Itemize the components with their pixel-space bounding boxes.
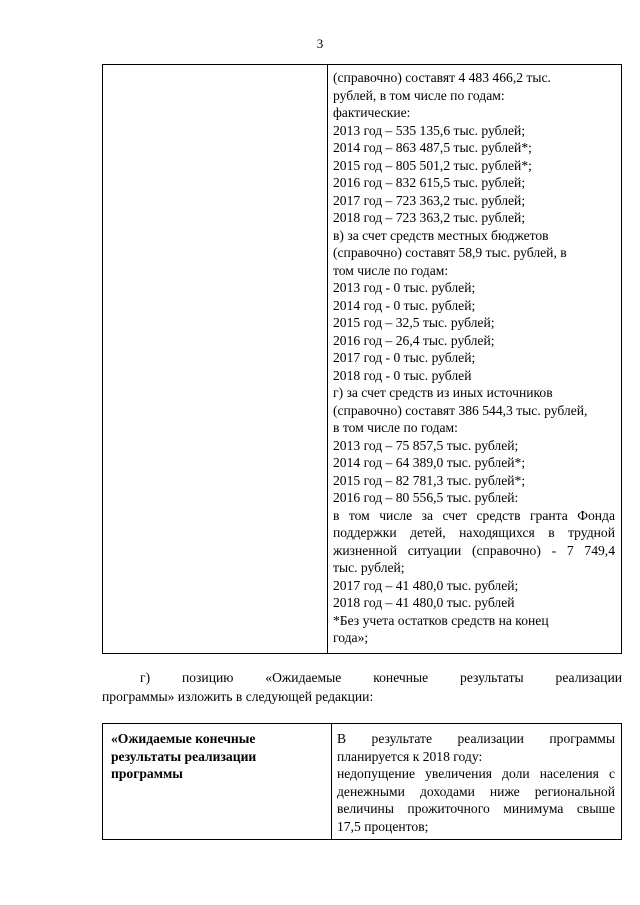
funding-text-line: 2013 год – 535 135,6 тыс. рублей; xyxy=(333,122,526,138)
amendment-paragraph-line-1: г) позицию «Ожидаемые конечные результаты реализации xyxy=(140,670,622,685)
funding-text-line: жизненной ситуации (справочно) - 7 749,4 xyxy=(333,542,615,558)
results-heading-line: «Ожидаемые конечные xyxy=(111,731,256,746)
funding-text-line: тыс. рублей; xyxy=(333,560,405,575)
results-text-line: недопущение увеличения доли населения с xyxy=(337,766,615,781)
page-number: 3 xyxy=(316,36,324,51)
funding-text-line: 2013 год - 0 тыс. рублей; xyxy=(333,280,476,295)
funding-table-left-cell xyxy=(103,65,328,654)
expected-results-heading-cell xyxy=(103,724,332,840)
expected-results-table xyxy=(102,723,622,840)
funding-text-line: года»; xyxy=(333,630,369,645)
funding-text-line: в том числе за счет средств гранта Фонда xyxy=(333,507,615,523)
funding-table xyxy=(102,64,622,654)
funding-text-line: (справочно) составят 4 483 466,2 тыс. xyxy=(333,70,551,85)
funding-text-line: 2013 год – 75 857,5 тыс. рублей; xyxy=(333,437,519,453)
funding-text-line: 2015 год – 805 501,2 тыс. рублей*; xyxy=(333,157,532,173)
funding-text-line: 2018 год – 41 480,0 тыс. рублей xyxy=(333,595,515,610)
funding-text-line: 2014 год – 64 389,0 тыс. рублей*; xyxy=(333,455,526,470)
funding-text-line: 2017 год - 0 тыс. рублей; xyxy=(333,350,476,365)
funding-text-line: г) за счет средств из иных источников xyxy=(333,385,553,400)
funding-text-line: 2014 год – 863 487,5 тыс. рублей*; xyxy=(333,140,532,155)
funding-text-line: 2018 год - 0 тыс. рублей xyxy=(333,367,472,383)
amendment-paragraph-line-2: программы» изложить в следующей редакции: xyxy=(102,689,374,704)
expected-results-text-cell xyxy=(332,724,622,840)
funding-text-line: 2016 год – 26,4 тыс. рублей; xyxy=(333,332,495,348)
funding-text-line: в том числе по годам: xyxy=(333,420,458,435)
funding-text-line: поддержки детей, находящихся в трудной xyxy=(333,525,615,540)
results-text-line: денежными доходами ниже региональной xyxy=(337,783,615,799)
funding-text-line: 2017 год – 723 363,2 тыс. рублей; xyxy=(333,192,526,208)
results-heading-line: результаты реализации xyxy=(111,748,257,764)
funding-text-line: 2017 год – 41 480,0 тыс. рублей; xyxy=(333,577,519,593)
funding-text-line: 2014 год - 0 тыс. рублей; xyxy=(333,297,476,313)
funding-text-line: (справочно) составят 58,9 тыс. рублей, в xyxy=(333,245,567,260)
funding-text-line: в) за счет средств местных бюджетов xyxy=(333,227,549,243)
amendment-paragraph xyxy=(102,668,622,706)
results-text-line: 17,5 процентов; xyxy=(337,818,429,834)
results-heading-line: программы xyxy=(111,766,183,781)
funding-text-line: 2016 год – 80 556,5 тыс. рублей: xyxy=(333,490,519,505)
funding-text-line: 2015 год – 82 781,3 тыс. рублей*; xyxy=(333,472,526,488)
results-text-line: В результате реализации программы xyxy=(337,731,615,746)
funding-text-line: (справочно) составят 386 544,3 тыс. рублей, xyxy=(333,402,588,418)
funding-text-line: 2018 год – 723 363,2 тыс. рублей; xyxy=(333,210,526,225)
funding-text-line: рублей, в том числе по годам: xyxy=(333,87,505,103)
funding-text-line: 2015 год – 32,5 тыс. рублей; xyxy=(333,315,495,330)
funding-table-right-cell xyxy=(328,65,622,654)
funding-text-line: 2016 год – 832 615,5 тыс. рублей; xyxy=(333,175,526,190)
funding-text-line: том числе по годам: xyxy=(333,262,449,278)
results-text-line: величины прожиточного минимума свыше xyxy=(337,801,615,816)
funding-text-line: фактические: xyxy=(333,105,411,120)
funding-text-line: *Без учета остатков средств на конец xyxy=(333,612,549,628)
results-text-line: планируется к 2018 году: xyxy=(337,748,483,764)
